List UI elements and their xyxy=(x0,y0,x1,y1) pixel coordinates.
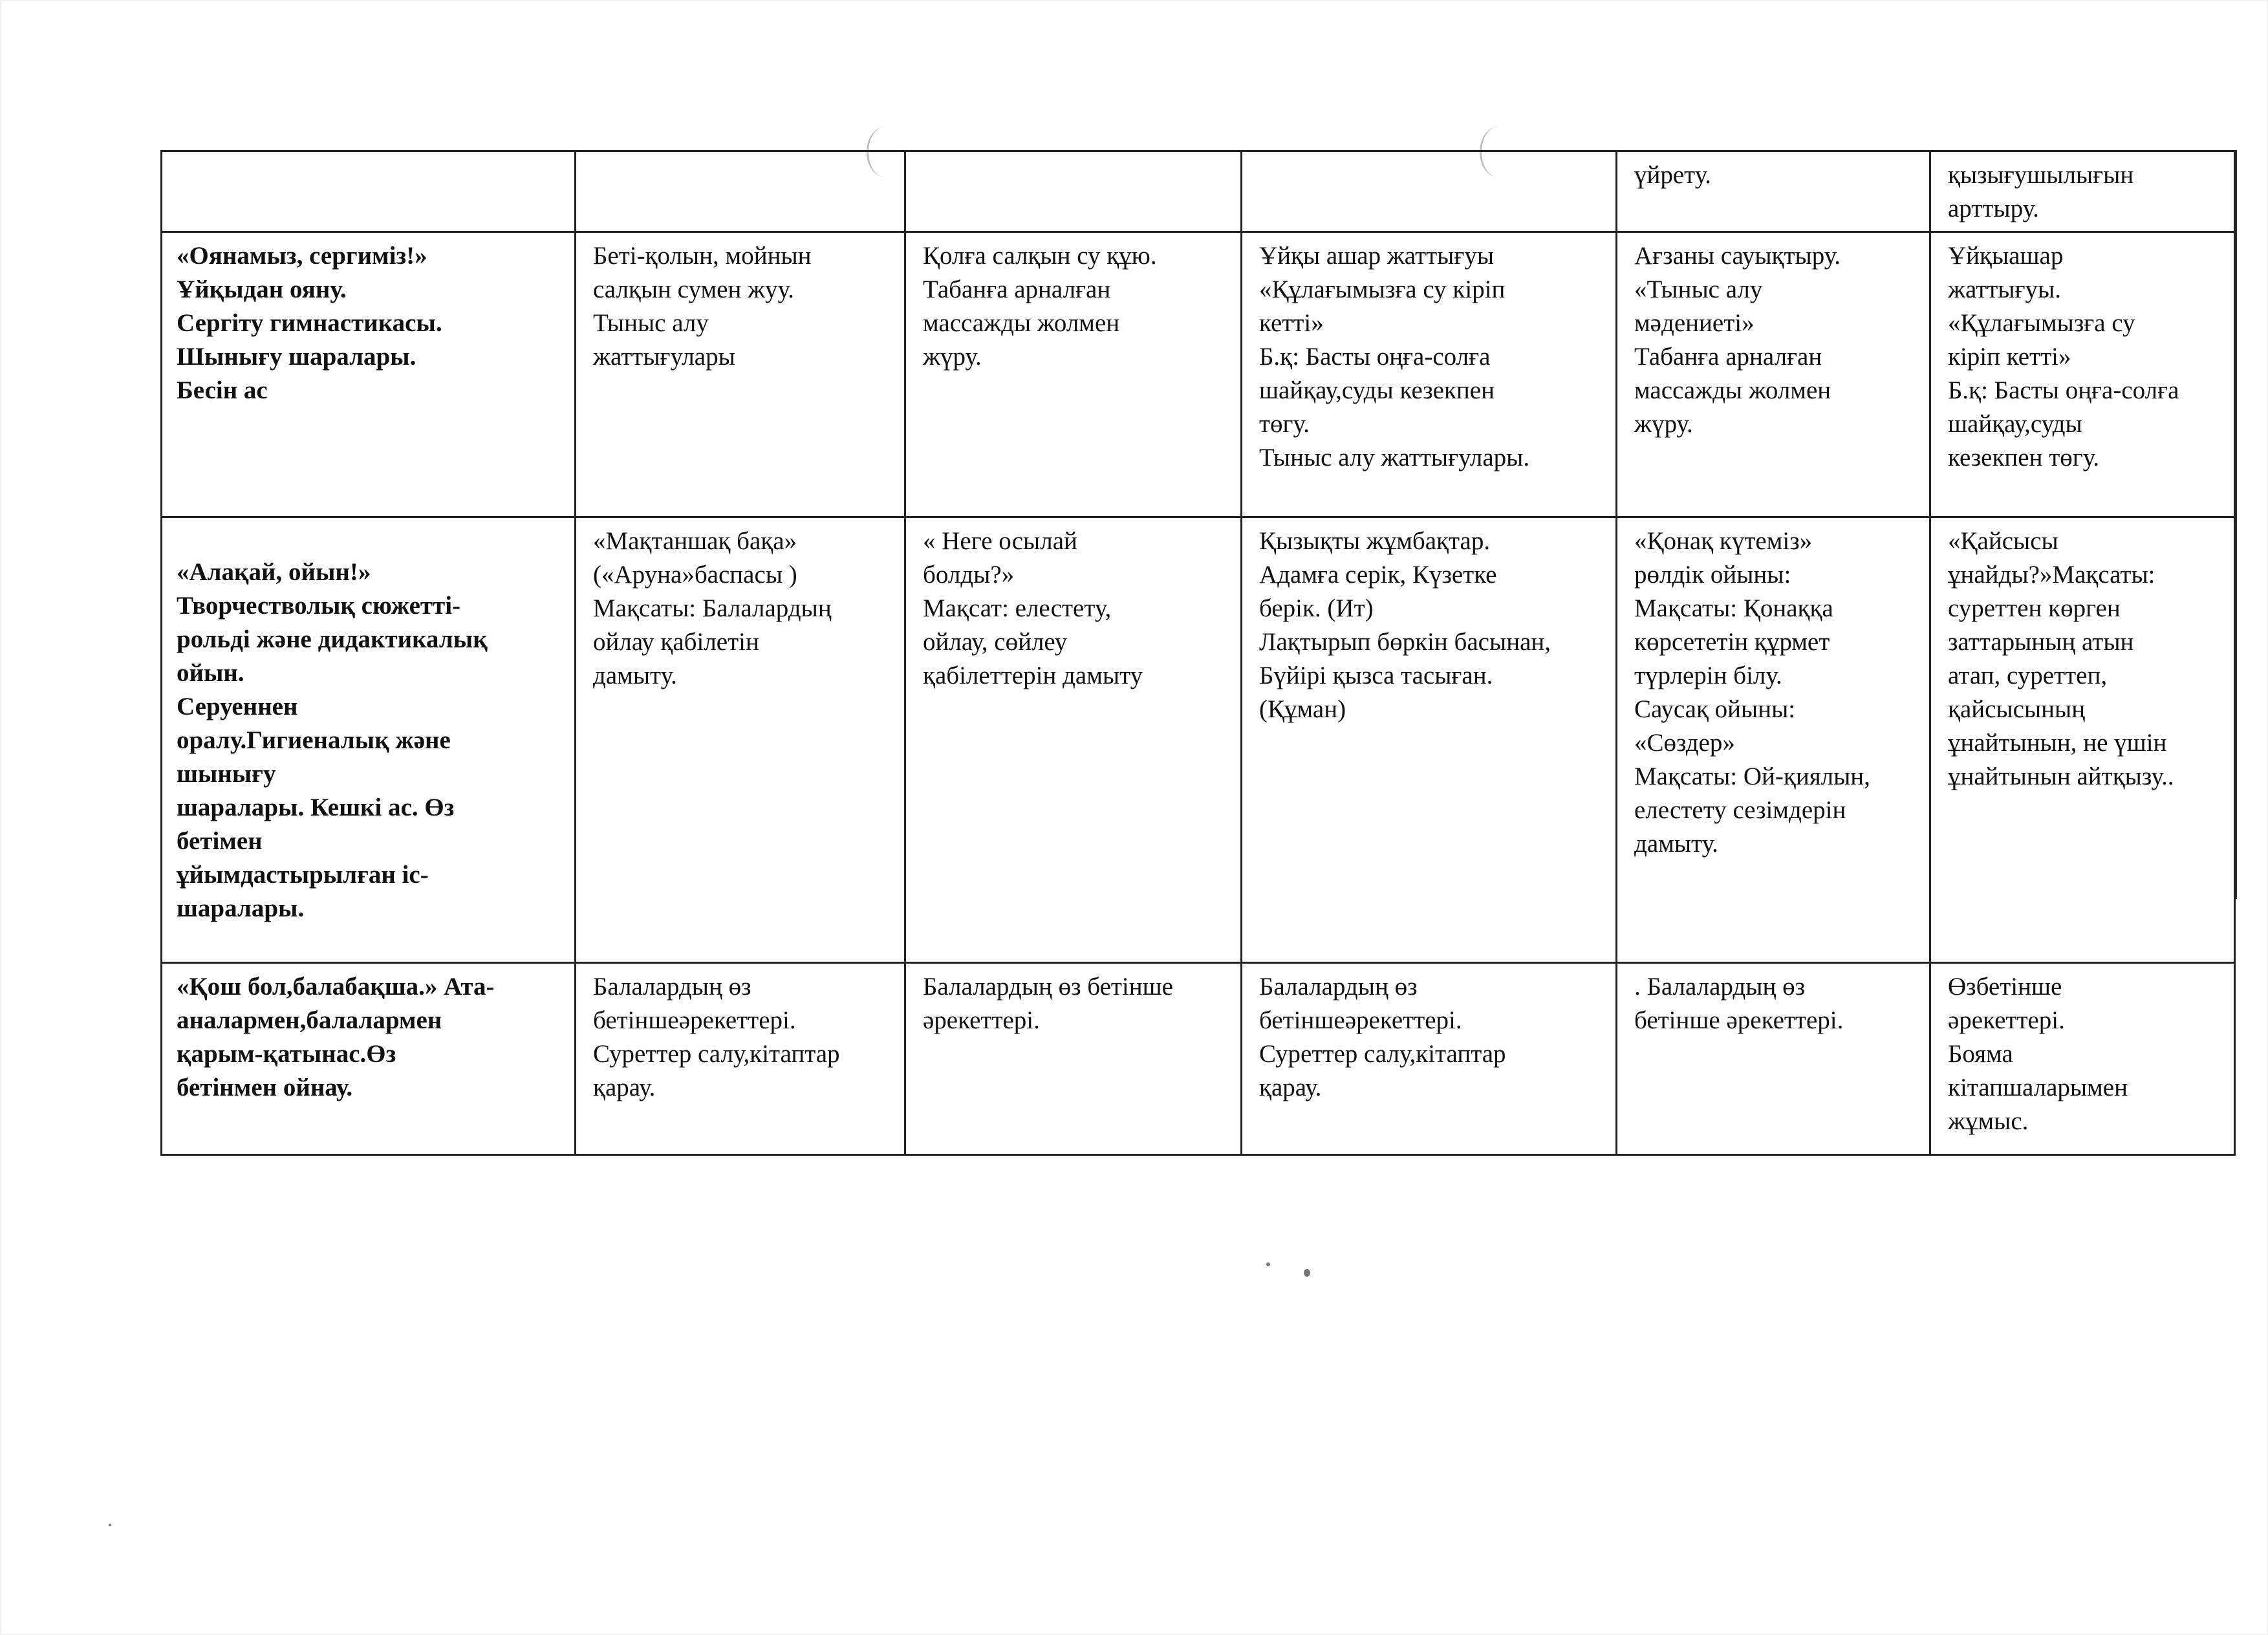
table-cell: Ұйқыашар жаттығуы. «Құлағымызға су кіріп кетті» Б.қ: Басты оңға-солға шайқау,суды кезекпен төгу. xyxy=(1930,232,2235,517)
table-cell: қызығушылығын арттыру. xyxy=(1930,151,2235,232)
daily-plan-table xyxy=(160,150,2236,1156)
scan-speck xyxy=(1266,1262,1270,1266)
table-cell: Ағзаны сауықтыру. «Тыныс алу мәдениеті» Табанға арналған массажды жолмен жүру. xyxy=(1617,232,1930,517)
table-cell: Өзбетінше әрекеттері. Бояма кітапшаларымен жұмыс. xyxy=(1930,963,2235,1155)
table-row xyxy=(162,151,2235,232)
table-cell: «Қонақ күтеміз» рөлдік ойыны: Мақсаты: Қонаққа көрсететін құрмет түрлерін білу. Саусақ ойыны: «Сөздер» Мақсаты: Ой-қиялын, елестету сезімдерін дамыту. xyxy=(1617,517,1930,963)
table-cell: Қызықты жұмбақтар. Адамға серік, Күзетке берік. (Ит) Лақтырып бөркін басынан, Бүйірі қызса тасыған. (Құман) xyxy=(1242,517,1617,963)
scan-speck xyxy=(109,1524,111,1526)
table-cell: Балалардың өз бетінше әрекеттері. xyxy=(905,963,1242,1155)
table-cell: Балалардың өз бетіншеәрекеттері. Суреттер салу,кітаптар қарау. xyxy=(1242,963,1617,1155)
table-cell: Беті-қолын, мойнын салқын сумен жуу. Тыныс алу жаттығулары xyxy=(576,232,905,517)
table-cell: «Мақтаншақ бақа» («Аруна»баспасы ) Мақсаты: Балалардың ойлау қабілетін дамыту. xyxy=(576,517,905,963)
table-cell xyxy=(905,151,1242,232)
table-cell: «Қайсысы ұнайды?»Мақсаты: суреттен көрген заттарының атын атап, суреттеп, қайсысының ұнайтынын, не үшін ұнайтынын айтқызу.. xyxy=(1930,517,2235,963)
table-cell xyxy=(576,151,905,232)
activity-cell: «Алақай, ойын!» Творчестволық сюжетті- рольді және дидактикалық ойын. Серуеннен оралу.Гигиеналық және шынығу шаралары. Кешкі ас. Өз бетімен ұйымдастырылған іс- шаралары. xyxy=(162,517,576,963)
table-cell: Қолға салқын су құю. Табанға арналған массажды жолмен жүру. xyxy=(905,232,1242,517)
activity-cell: «Қош бол,балабақша.» Ата- аналармен,балалармен қарым-қатынас.Өз бетінмен ойнау. xyxy=(162,963,576,1155)
activity-cell: «Оянамыз, сергиміз!» Ұйқыдан ояну. Сергіту гимнастикасы. Шынығу шаралары. Бесін ас xyxy=(162,232,576,517)
table-row xyxy=(162,232,2235,517)
table-cell: « Неге осылай болды?» Мақсат: елестету, ойлау, сөйлеу қабілеттерін дамыту xyxy=(905,517,1242,963)
table-cell: Балалардың өз бетіншеәрекеттері. Суреттер салу,кітаптар қарау. xyxy=(576,963,905,1155)
scan-speck xyxy=(1304,1269,1310,1277)
table-cell xyxy=(162,151,576,232)
table-cell: Ұйқы ашар жаттығуы «Құлағымызға су кіріп кетті» Б.қ: Басты оңға-солға шайқау,суды кезекпен төгу. Тыныс алу жаттығулары. xyxy=(1242,232,1617,517)
table-row xyxy=(162,963,2235,1155)
table-row xyxy=(162,517,2235,963)
table-cell: үйрету. xyxy=(1617,151,1930,232)
table-cell xyxy=(1242,151,1617,232)
table-cell: . Балалардың өз бетінше әрекеттері. xyxy=(1617,963,1930,1155)
